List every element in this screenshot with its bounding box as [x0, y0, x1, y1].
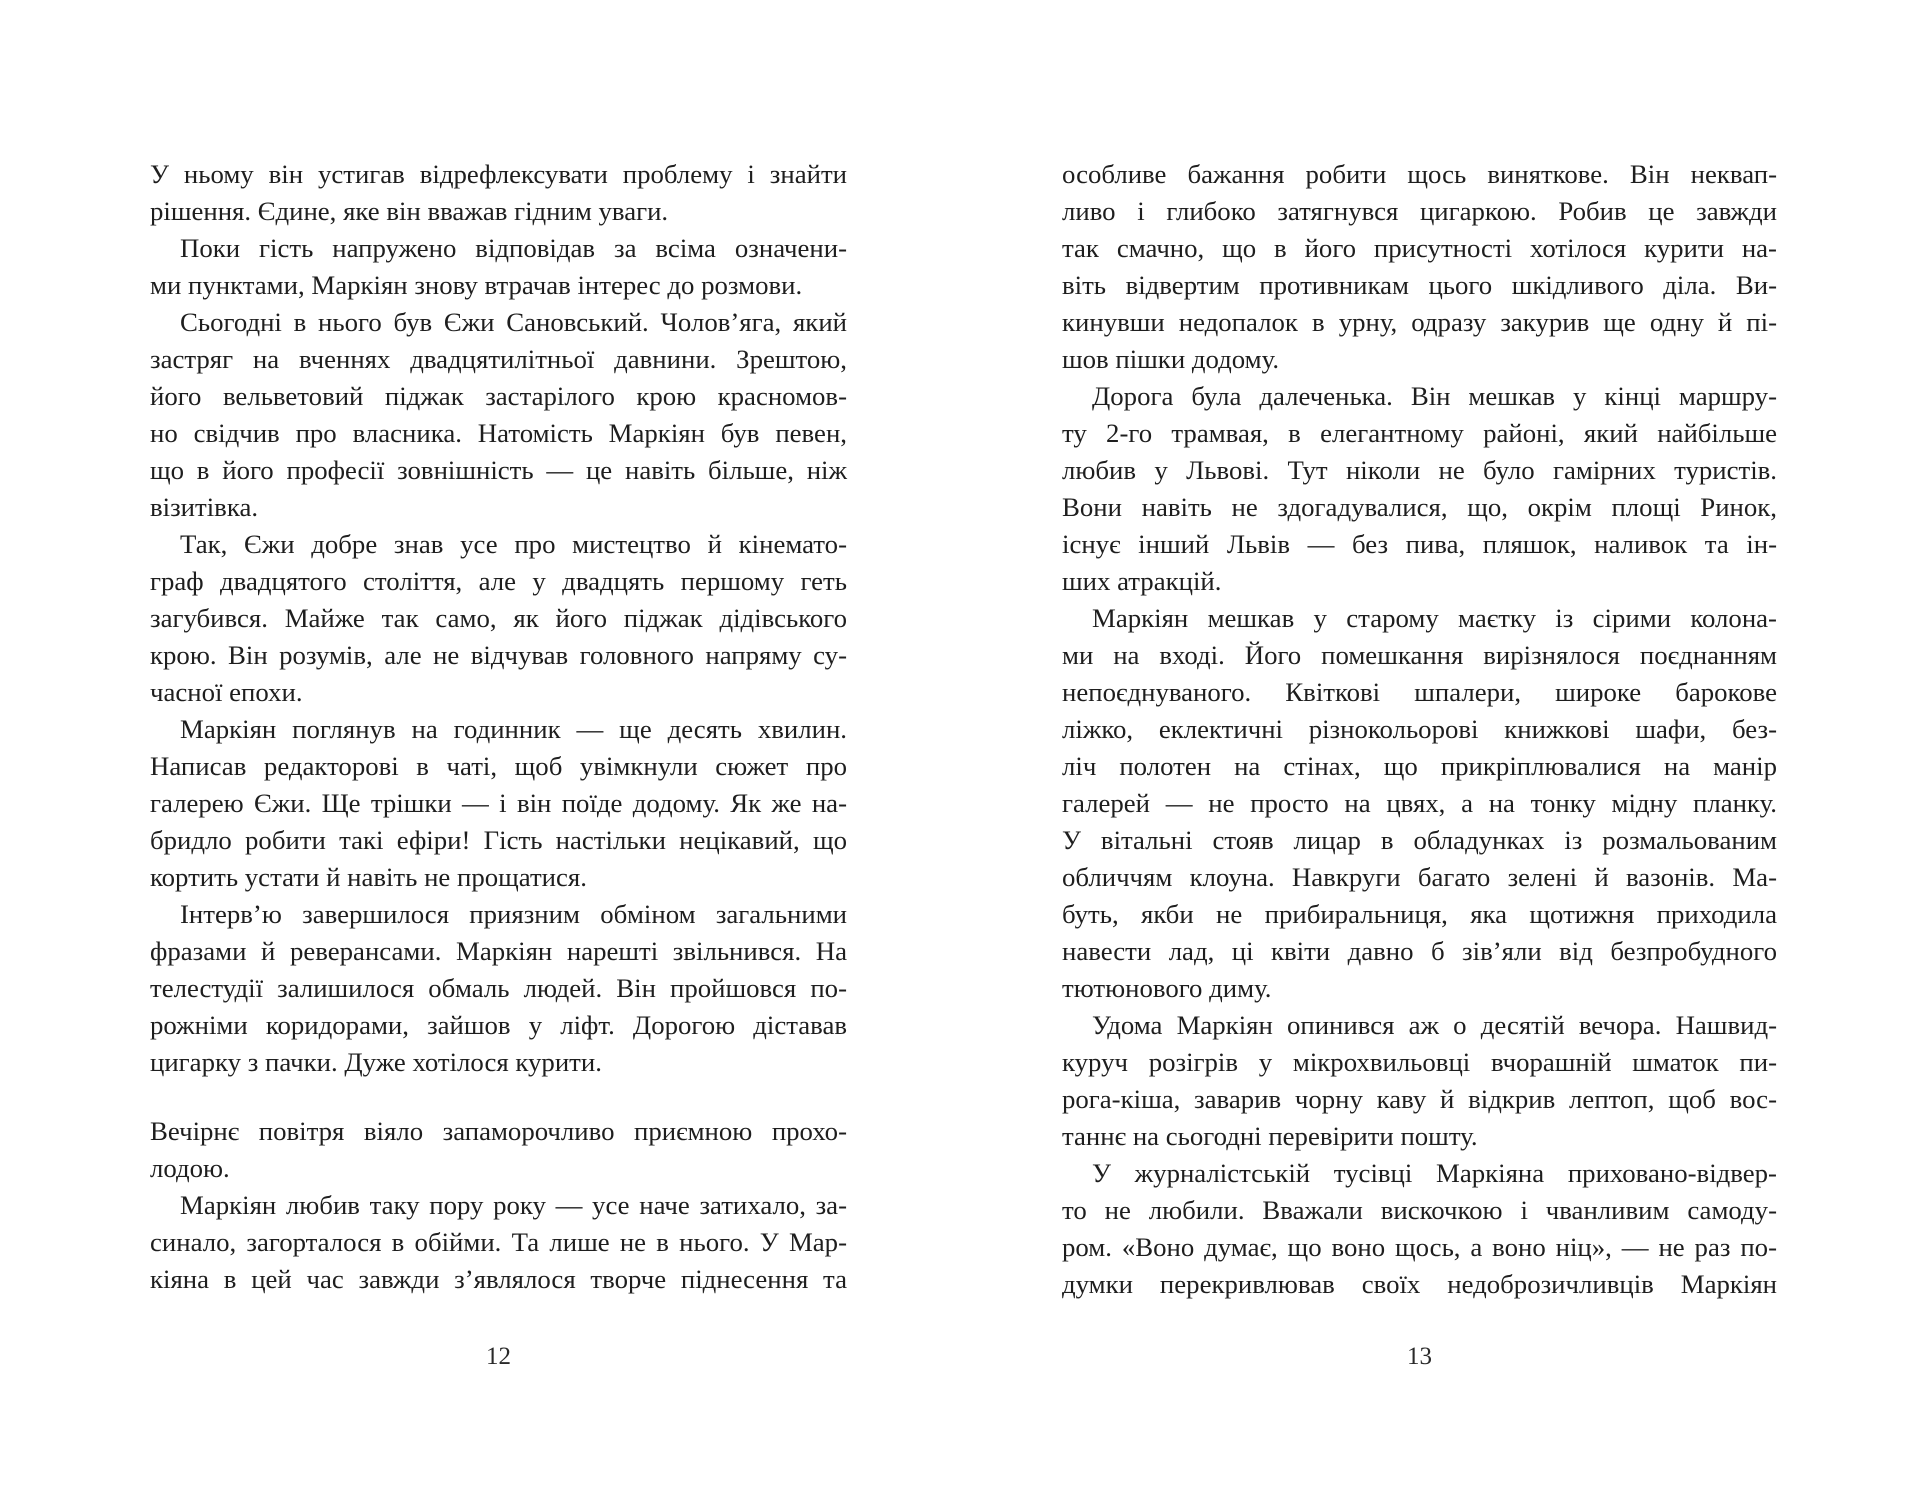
text-line: Маркіян поглянув на годинник — ще десять хвилин. [180, 714, 847, 744]
text-line: лодою. [150, 1153, 230, 1183]
text-line: особливе бажання робити щось виняткове. Він неквап- [1062, 159, 1777, 189]
text-line: любив у Львові. Тут ніколи не було гамірних туристів. [1062, 455, 1777, 485]
text-line: бридло робити такі ефіри! Гість настільки нецікавий, що [150, 825, 847, 855]
text-line: ливо і глибоко затягнувся цигаркою. Робив це завжди [1062, 196, 1777, 226]
text-line: думки перекривлював своїх недоброзичливців Маркіян [1062, 1269, 1777, 1299]
text-line: Вони навіть не здогадувалися, що, окрім площі Ринок, [1062, 492, 1777, 522]
text-line: то не любили. Вважали вискочкою і чванливим самоду- [1062, 1195, 1777, 1225]
scene-break [150, 1081, 847, 1113]
text-line: Написав редакторові в чаті, щоб увімкнули сюжет про [150, 751, 847, 781]
text-line: Інтерв’ю завершилося приязним обміном загальними [180, 899, 847, 929]
text-line: ми на вході. Його помешкання вирізнялося поєднанням [1062, 640, 1777, 670]
text-line: застряг на вченнях двадцятилітньої давнини. Зрештою, [150, 344, 847, 374]
text-line: Маркіян мешкав у старому маєтку із сірими колона- [1092, 603, 1777, 633]
text-line: буть, якби не прибиральниця, яка щотижня приходила [1062, 899, 1777, 929]
text-line: непоєднуваного. Квіткові шпалери, широке барокове [1062, 677, 1777, 707]
text-line: синало, загорталося в обійми. Та лише не в нього. У Мар- [150, 1227, 847, 1257]
text-line: кіяна в цей час завжди з’являлося творче піднесення та [150, 1264, 847, 1294]
text-line: цигарку з пачки. Дуже хотілося курити. [150, 1047, 602, 1077]
text-line: ліч полотен на стінах, що прикріплювалися на манір [1062, 751, 1777, 781]
text-line: ших атракцій. [1062, 566, 1222, 596]
text-line: загубився. Майже так само, як його піджак дідівського [150, 603, 847, 633]
page-right [1062, 0, 1777, 1496]
text-line: рожніми коридорами, зайшов у ліфт. Дорогою діставав [150, 1010, 847, 1040]
text-line: Так, Єжи добре знав усе про мистецтво й кінемато- [180, 529, 847, 559]
text-line: рішення. Єдине, яке він вважав гідним уваги. [150, 196, 669, 226]
text-line: граф двадцятого століття, але у двадцять першому геть [150, 566, 847, 596]
text-line: обличчям клоуна. Навкруги багато зелені й вазонів. Ма- [1062, 862, 1777, 892]
text-line: що в його професії зовнішність — це навіть більше, ніж [150, 455, 847, 485]
text-line: Удома Маркіян опинився аж о десятій вечора. Нашвид- [1092, 1010, 1777, 1040]
text-line: У ньому він устигав відрефлексувати проблему і знайти [150, 159, 847, 189]
page-right-text-block [1062, 156, 1777, 1303]
text-line: навести лад, ці квіти давно б зів’яли від безпробудного [1062, 936, 1777, 966]
text-line: рога-кіша, заварив чорну каву й відкрив лептоп, щоб вос- [1062, 1084, 1777, 1114]
text-line: куруч розігрів у мікрохвильовці вчорашній шматок пи- [1062, 1047, 1777, 1077]
text-line: часної епохи. [150, 677, 303, 707]
text-line: крою. Він розумів, але не відчував головного напряму су- [150, 640, 847, 670]
page-left-text-block [150, 156, 847, 1298]
text-line: ми пунктами, Маркіян знову втрачав інтерес до розмови. [150, 270, 803, 300]
text-line: кинувши недопалок в урну, одразу закурив ще одну й пі- [1062, 307, 1777, 337]
text-line: його вельветовий піджак застарілого крою красномов- [150, 381, 847, 411]
text-line: шов пішки додому. [1062, 344, 1280, 374]
text-line: но свідчив про власника. Натомість Маркіян був певен, [150, 418, 847, 448]
text-line: таннє на сьогодні перевірити пошту. [1062, 1121, 1478, 1151]
text-line: галерею Єжи. Ще трішки — і він поїде додому. Як же на- [150, 788, 847, 818]
text-line: Дорога була далеченька. Він мешкав у кінці маршру- [1092, 381, 1777, 411]
text-line: фразами й реверансами. Маркіян нарешті звільнився. На [150, 936, 847, 966]
text-line: ром. «Воно думає, що воно щось, а воно ніц», — не раз по- [1062, 1232, 1777, 1262]
text-line: кортить устати й навіть не прощатися. [150, 862, 587, 892]
text-line: віть відвертим противникам цього шкідливого діла. Ви- [1062, 270, 1777, 300]
text-line: Сьогодні в нього був Єжи Сановський. Чолов’яга, який [180, 307, 847, 337]
text-line: ліжко, еклектичні різнокольорові книжкові шафи, без- [1062, 714, 1777, 744]
text-line: Вечірнє повітря віяло запаморочливо приємною прохо- [150, 1116, 847, 1146]
text-line: галерей — не просто на цвях, а на тонку мідну планку. [1062, 788, 1777, 818]
text-line: так смачно, що в його присутності хотілося курити на- [1062, 233, 1777, 263]
text-line: візитівка. [150, 492, 259, 522]
text-line: тютюнового диму. [1062, 973, 1272, 1003]
text-line: У журналістській тусівці Маркіяна приховано-відвер- [1092, 1158, 1777, 1188]
text-line: існує інший Львів — без пива, пляшок, наливок та ін- [1062, 529, 1777, 559]
text-line: телестудії залишилося обмаль людей. Він пройшовся по- [150, 973, 847, 1003]
text-line: Маркіян любив таку пору року — усе наче затихало, за- [180, 1190, 847, 1220]
text-line: ту 2-го трамвая, в елегантному районі, який найбільше [1062, 418, 1777, 448]
text-line: Поки гість напружено відповідав за всіма означени- [180, 233, 847, 263]
page-number-left: 12 [486, 1343, 511, 1370]
text-line: У вітальні стояв лицар в обладунках із розмальованим [1062, 825, 1777, 855]
page-number-right: 13 [1407, 1343, 1432, 1370]
page-left [150, 0, 847, 1496]
